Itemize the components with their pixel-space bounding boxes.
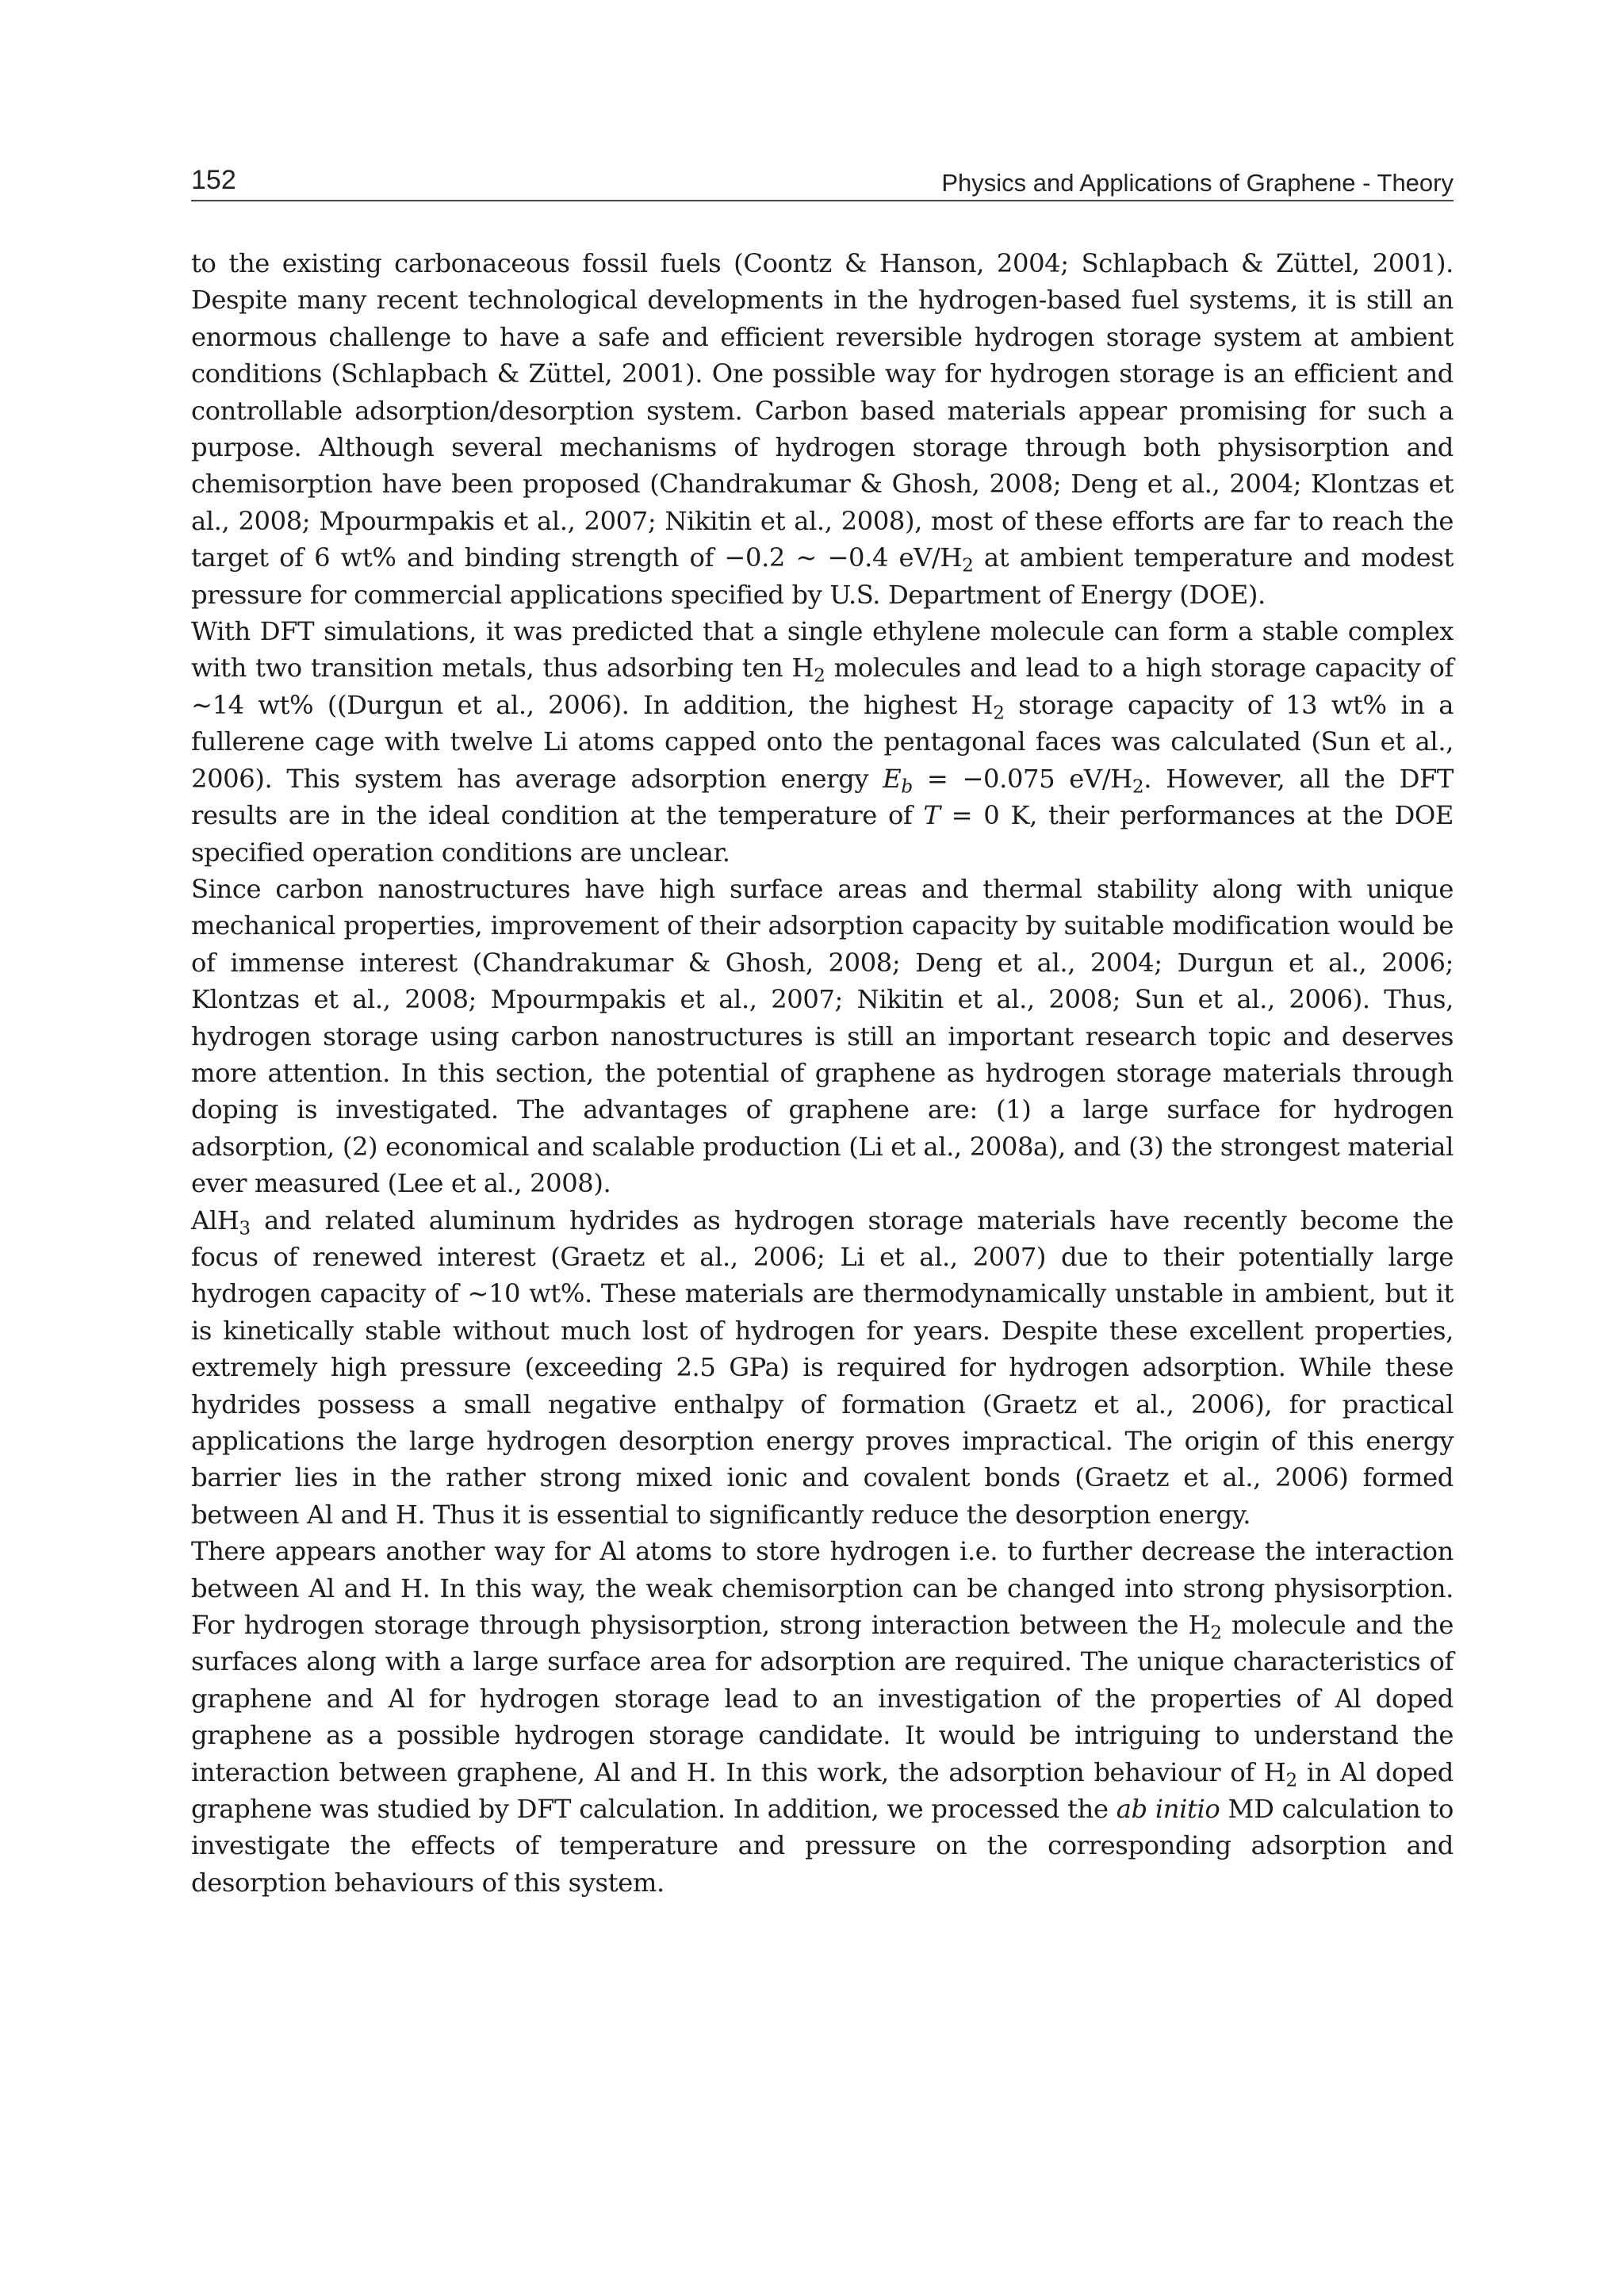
- text-run: storage capacity of 13 wt% in a fullerene cage with twelve Li atoms capped onto the pentagonal faces was calculated (Sun et al., 2006). This system has average adsorption energy: [191, 689, 1454, 794]
- text-run: 2: [814, 665, 825, 687]
- text-run: E: [883, 763, 902, 794]
- paragraph-4: [191, 1202, 1454, 1534]
- running-title: Physics and Applications of Graphene - Theory: [941, 169, 1454, 197]
- text-run: = 0 K, their performances at the DOE specified operation conditions are unclear.: [191, 800, 1454, 868]
- text-run: = −0.075 eV/H: [912, 763, 1132, 794]
- text-run: 2: [1210, 1622, 1222, 1644]
- paragraph-3: [191, 871, 1454, 1202]
- text-run: With DFT simulations, it was predicted that a single ethylene molecule can form a stable complex with two transition metals, thus adsorbing ten H: [191, 616, 1454, 684]
- text-run: in Al doped graphene was studied by DFT calculation. In addition, we processed the: [191, 1757, 1454, 1825]
- text-run: 2: [1132, 776, 1144, 798]
- text-run: MD calculation to investigate the effects of temperature and pressure on the corresponding adsorption and desorption behaviours of this system.: [191, 1794, 1454, 1898]
- paragraph-5: [191, 1533, 1454, 1901]
- text-run: ab initio: [1116, 1794, 1220, 1825]
- text-run: There appears another way for Al atoms to store hydrogen i.e. to further decrease the interaction between Al and H. In this way, the weak chemisorption can be changed into strong physisorption. For hydrogen storage through physisorption, strong interaction between the H: [191, 1536, 1454, 1641]
- text-run: b: [901, 776, 913, 798]
- text-run: 2: [1285, 1769, 1297, 1791]
- text-run: to the existing carbonaceous fossil fuels (Coontz & Hanson, 2004; Schlapbach & Züttel, 2001). Despite many recent technological developments in the hydrogen-based fuel systems, it is still an enormous challenge to have a safe and efficient reversible hydrogen storage system at ambient conditions (Schlapbach & Züttel, 2001). One possible way for hydrogen storage is an efficient and controllable adsorption/desorption system. Carbon based materials appear promising for such a purpose. Although several mechanisms of hydrogen storage through both physisorption and chemisorption have been proposed (Chandrakumar & Ghosh, 2008; Deng et al., 2004; Klontzas et al., 2008; Mpourmpakis et al., 2007; Nikitin et al., 2008), most of these efforts are far to reach the target of 6 wt% and binding strength of −0.2 ∼ −0.4 eV/H: [191, 248, 1454, 573]
- page-number: 152: [191, 165, 236, 195]
- page-header: [191, 163, 1454, 201]
- header-rule: [191, 200, 1454, 201]
- text-run: and related aluminum hydrides as hydrogen storage materials have recently become the focus of renewed interest (Graetz et al., 2006; Li et al., 2007) due to their potentially large hydrogen capacity of ∼10 wt%. These materials are thermodynamically unstable in ambient, but it is kinetically stable without much lost of hydrogen for years. Despite these excellent properties, extremely high pressure (exceeding 2.5 GPa) is required for hydrogen adsorption. While these hydrides possess a small negative enthalpy of formation (Graetz et al., 2006), for practical applications the large hydrogen desorption energy proves impractical. The origin of this energy barrier lies in the rather strong mixed ionic and covalent bonds (Graetz et al., 2006) formed between Al and H. Thus it is essential to significantly reduce the desorption energy.: [191, 1205, 1454, 1530]
- text-run: molecule and the surfaces along with a large surface area for adsorption are required. The unique characteristics of graphene and Al for hydrogen storage lead to an investigation of the properties of Al doped graphene as a possible hydrogen storage candidate. It would be intriguing to understand the interaction between graphene, Al and H. In this work, the adsorption behaviour of H: [191, 1610, 1454, 1787]
- text-run: . However, all the DFT results are in the ideal condition at the temperature of: [191, 763, 1454, 831]
- text-run: at ambient temperature and modest pressure for commercial applications specified by U.S. Department of Energy (DOE).: [191, 542, 1454, 610]
- text-run: 2: [962, 554, 974, 577]
- text-run: 2: [993, 702, 1005, 724]
- body-text: [191, 245, 1454, 1901]
- text-run: AlH: [191, 1205, 239, 1236]
- paragraph-2: [191, 613, 1454, 871]
- text-run: molecules and lead to a high storage capacity of ∼14 wt% ((Durgun et al., 2006). In addition, the highest H: [191, 653, 1454, 720]
- text-run: 3: [239, 1217, 251, 1239]
- text-run: Since carbon nanostructures have high surface areas and thermal stability along with unique mechanical properties, improvement of their adsorption capacity by suitable modification would be of immense interest (Chandrakumar & Ghosh, 2008; Deng et al., 2004; Durgun et al., 2006; Klontzas et al., 2008; Mpourmpakis et al., 2007; Nikitin et al., 2008; Sun et al., 2006). Thus, hydrogen storage using carbon nanostructures is still an important research topic and deserves more attention. In this section, the potential of graphene as hydrogen storage materials through doping is investigated. The advantages of graphene are: (1) a large surface for hydrogen adsorption, (2) economical and scalable production (Li et al., 2008a), and (3) the strongest material ever measured (Lee et al., 2008).: [191, 873, 1454, 1199]
- paragraph-1: [191, 245, 1454, 613]
- text-run: T: [923, 800, 940, 831]
